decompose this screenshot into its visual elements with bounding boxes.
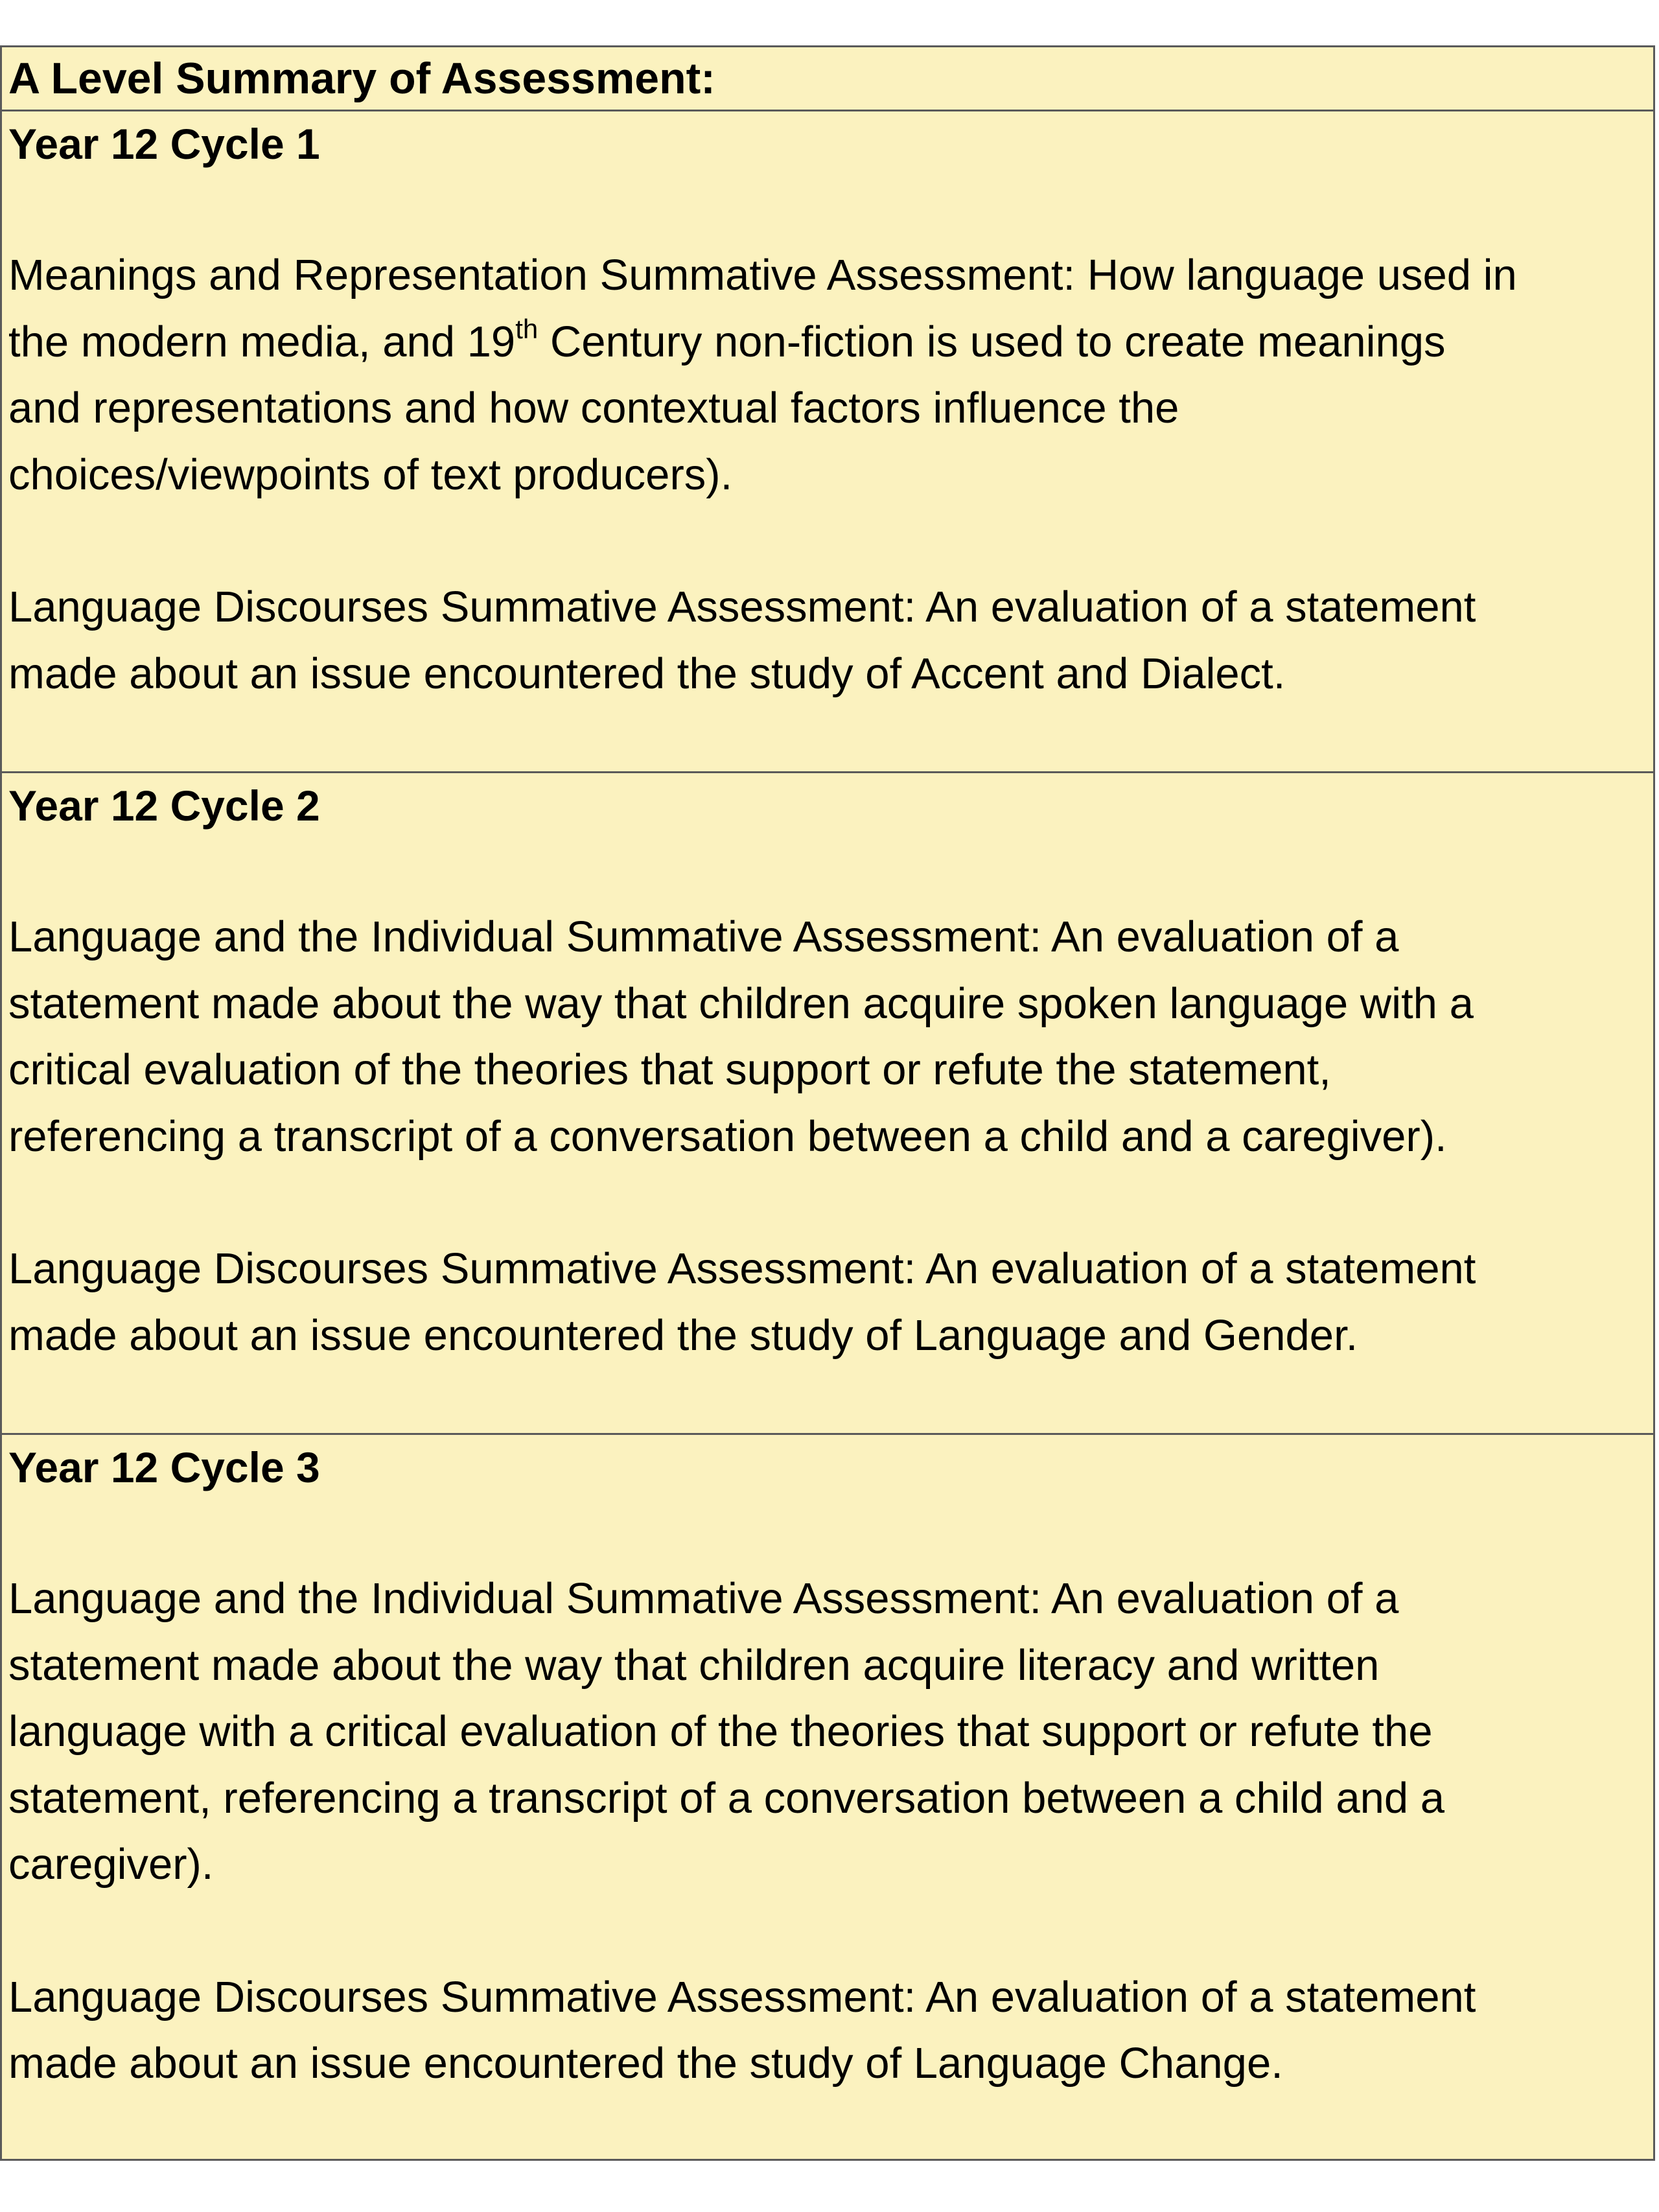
text-line: Language Discourses Summative Assessment: An evaluation of a statement xyxy=(8,1972,1476,2021)
cycle-cell-1 xyxy=(1,111,1654,773)
assessment-paragraph xyxy=(8,1236,1647,1369)
cycle-row-2 xyxy=(1,773,1654,1434)
cycle-title: Year 12 Cycle 2 xyxy=(8,782,320,830)
text-line: caregiver). xyxy=(8,1840,214,1889)
text-line: Language Discourses Summative Assessment: An evaluation of a statement xyxy=(8,583,1476,631)
text-line: choices/viewpoints of text producers). xyxy=(8,450,733,499)
assessment-paragraph xyxy=(8,574,1647,707)
text-fragment: Century non-fiction is used to create meanings xyxy=(538,317,1446,366)
spacer xyxy=(8,1170,1647,1236)
cycle-cell-3 xyxy=(1,1434,1654,2160)
assessment-paragraph xyxy=(8,904,1647,1170)
text-line: language with a critical evaluation of the theories that support or refute the xyxy=(8,1707,1433,1756)
text-line: statement made about the way that children acquire spoken language with a xyxy=(8,979,1474,1028)
assessment-paragraph xyxy=(8,242,1647,508)
assessment-paragraph xyxy=(8,1566,1647,1898)
spacer xyxy=(8,1898,1647,1964)
text-line: statement made about the way that children acquire literacy and written xyxy=(8,1640,1380,1690)
text-line: Language and the Individual Summative Assessment: An evaluation of a xyxy=(8,913,1399,961)
text-line: Language and the Individual Summative Assessment: An evaluation of a xyxy=(8,1574,1399,1623)
cycle-row-1 xyxy=(1,111,1654,773)
table-title: A Level Summary of Assessment: xyxy=(8,54,715,103)
spacer xyxy=(8,838,1647,904)
spacer xyxy=(8,508,1647,574)
text-line: Meanings and Representation Summative Assessment: How language used in xyxy=(8,251,1517,299)
cycle-title: Year 12 Cycle 1 xyxy=(8,120,320,168)
assessment-paragraph xyxy=(8,1964,1647,2097)
spacer xyxy=(8,176,1647,242)
cycle-row-3 xyxy=(1,1434,1654,2160)
superscript: th xyxy=(515,314,539,345)
spacer xyxy=(8,1500,1647,1566)
cycle-cell-2 xyxy=(1,773,1654,1434)
cycle-title: Year 12 Cycle 3 xyxy=(8,1443,320,1491)
text-line: and representations and how contextual factors influence the xyxy=(8,384,1179,432)
text-line: Language Discourses Summative Assessment: An evaluation of a statement xyxy=(8,1244,1476,1293)
assessment-summary-table xyxy=(0,45,1655,2161)
text-line xyxy=(8,309,1647,376)
text-line: made about an issue encountered the study of Language and Gender. xyxy=(8,1310,1358,1360)
table-header-row xyxy=(1,47,1654,111)
text-line: statement, referencing a transcript of a conversation between a child and a xyxy=(8,1773,1445,1822)
text-line: made about an issue encountered the study of Accent and Dialect. xyxy=(8,649,1286,698)
text-line: made about an issue encountered the study of Language Change. xyxy=(8,2039,1283,2088)
text-fragment: the modern media, and 19 xyxy=(8,317,516,366)
table-header-cell xyxy=(1,47,1654,111)
text-line: referencing a transcript of a conversation between a child and a caregiver). xyxy=(8,1112,1447,1161)
text-line: critical evaluation of the theories that support or refute the statement, xyxy=(8,1045,1331,1094)
